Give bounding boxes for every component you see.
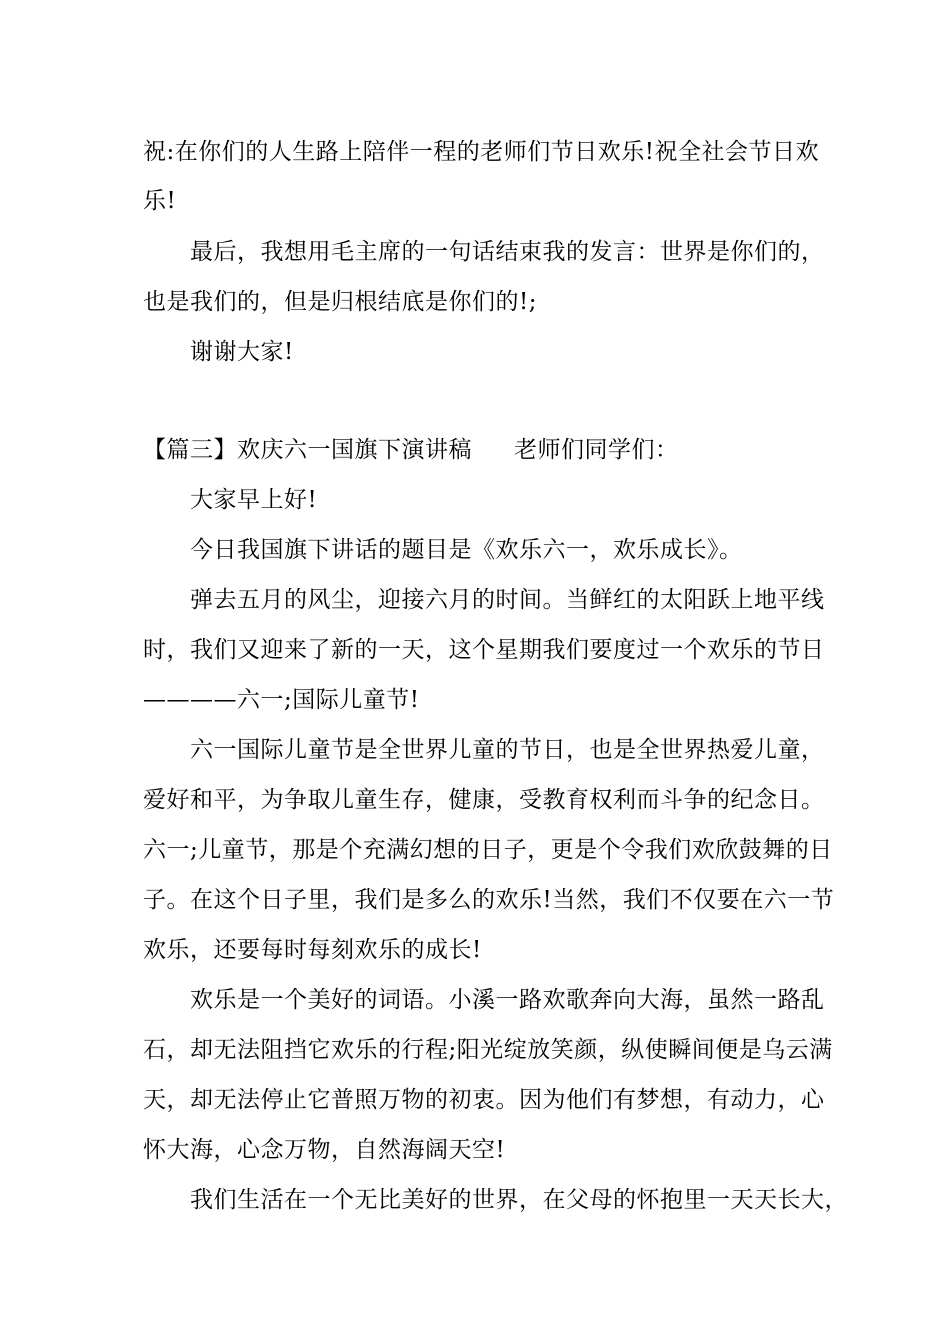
paragraph-line: ————六一;国际儿童节! <box>143 687 420 713</box>
paragraph-line: 子。在这个日子里，我们是多么的欢乐!当然，我们不仅要在六一节 <box>143 887 835 913</box>
paragraph-line: 时，我们又迎来了新的一天，这个星期我们要度过一个欢乐的节日 <box>143 637 825 663</box>
paragraph-line: 大家早上好! <box>190 487 318 513</box>
section-heading-line <box>143 435 679 465</box>
paragraph-line: 弹去五月的风尘，迎接六月的时间。当鲜红的太阳跃上地平线 <box>190 587 825 613</box>
paragraph-line: 六一国际儿童节是全世界儿童的节日，也是全世界热爱儿童， <box>190 737 825 763</box>
paragraph-line: 也是我们的，但是归根结底是你们的!; <box>143 289 537 315</box>
paragraph-line: 今日我国旗下讲话的题目是《欢乐六一，欢乐成长》。 <box>190 537 743 563</box>
section-greeting: 老师们同学们： <box>514 437 679 463</box>
paragraph-line: 我们生活在一个无比美好的世界，在父母的怀抱里一天天长大， <box>190 1187 848 1213</box>
paragraph-line: 乐! <box>143 188 177 214</box>
paragraph-line: 天，却无法停止它普照万物的初衷。因为他们有梦想，有动力，心 <box>143 1087 825 1113</box>
paragraph-line: 六一;儿童节，那是个充满幻想的日子，更是个令我们欢欣鼓舞的日 <box>143 837 833 863</box>
paragraph-line: 欢乐，还要每时每刻欢乐的成长! <box>143 937 482 963</box>
paragraph-line: 怀大海，心念万物，自然海阔天空! <box>143 1137 506 1163</box>
paragraph-line: 石，却无法阻挡它欢乐的行程;阳光绽放笑颜，纵使瞬间便是乌云满 <box>143 1037 833 1063</box>
paragraph-line: 祝:在你们的人生路上陪伴一程的老师们节日欢乐!祝全社会节日欢 <box>143 139 819 165</box>
paragraph-line: 欢乐是一个美好的词语。小溪一路欢歌奔向大海，虽然一路乱 <box>190 987 825 1013</box>
section-heading: 【篇三】欢庆六一国旗下演讲稿 <box>143 437 472 463</box>
paragraph-line: 谢谢大家! <box>190 339 294 365</box>
paragraph-line: 爱好和平，为争取儿童生存，健康，受教育权利而斗争的纪念日。 <box>143 787 825 813</box>
paragraph-line: 最后，我想用毛主席的一句话结束我的发言：世界是你们的， <box>190 239 825 265</box>
